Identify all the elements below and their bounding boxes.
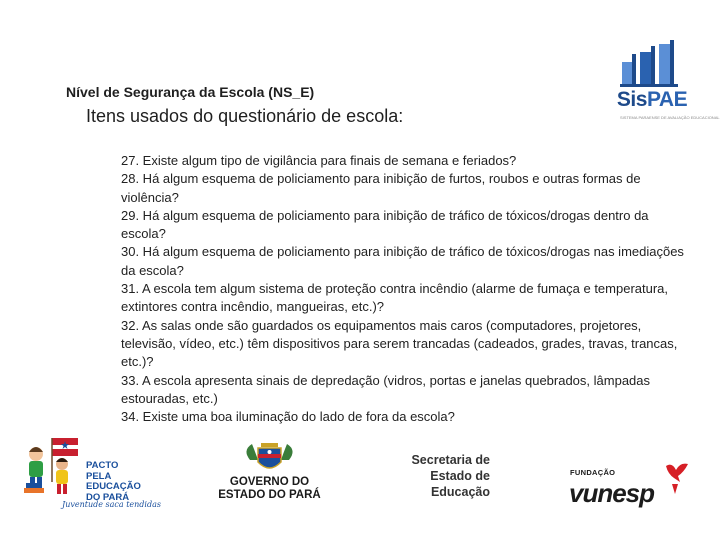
sispae-wordmark [612,88,692,112]
governo-line: GOVERNO DO [229,476,310,488]
section-subtitle: Nível de Segurança da Escola (NS_E) [66,84,315,100]
sispae-logo [612,38,720,124]
vunesp-bird-icon [662,460,692,500]
pacto-line: EDUCAÇÃO [86,481,141,492]
pacto-educacao-logo [22,432,161,514]
sispae-tagline: SISTEMA PARAENSE DE AVALIAÇÃO EDUCACIONAL [620,115,720,120]
sispae-bars-icon [612,38,692,90]
governo-title [212,476,327,501]
secretaria-line: Educação [430,485,490,499]
pacto-slogan: Juventude saca tendidas [62,500,161,509]
question-item: 30. Há algum esquema de policiamento para inibição de tráfico de tóxicos/drogas nas imediações da escola? [121,244,684,278]
vunesp-wordmark: vunesp [569,478,655,508]
pacto-title [86,461,146,503]
question-item: 34. Existe uma boa iluminação do lado de fora da escola? [121,409,455,425]
question-item: 28. Há algum esquema de policiamento para inibição de furtos, roubos e outras formas de violência? [121,171,641,205]
sispae-suffix: PAE [646,88,688,111]
page-title: Itens usados do questionário de escola: [86,106,404,126]
secretaria-line: Secretaria de [411,453,490,467]
governo-para-logo [212,440,327,510]
question-item: 29. Há algum esquema de policiamento para inibição de tráfico de tóxicos/drogas dentro da escola? [121,207,649,242]
sispae-prefix: Sis [616,88,647,111]
question-item: 27. Existe algum tipo de vigilância para finais de semana e feriados? [121,153,517,168]
pacto-line: PACTO PELA [86,460,119,482]
pacto-line: DO PARÁ [86,491,130,503]
governo-line: ESTADO DO PARÁ [218,488,321,501]
question-item: 31. A escola tem algum sistema de proteção contra incêndio (alarme de fumaça e temperatura, extintores contra incêndio, mangueiras, etc.)? [121,281,669,315]
coat-of-arms-icon [212,440,327,476]
secretaria-educacao-logo [388,452,490,500]
question-item: 32. As salas onde são guardados os equipamentos mais caros (computadores, projetores, televisão, vídeo, etc.) têm dispositivos para serem trancadas (cadeados, grades, travas, trancas, etc.)? [121,317,678,370]
children-illustration-icon [22,432,86,498]
vunesp-foundation-label: FUNDAÇÃO [570,468,616,477]
question-item: 33. A escola apresenta sinais de depredação (vidros, portas e janelas quebrados, lâmpadas estouradas, etc.) [121,372,651,406]
question-list [121,152,691,426]
secretaria-line: Estado de [430,469,490,483]
vunesp-logo [566,458,696,508]
